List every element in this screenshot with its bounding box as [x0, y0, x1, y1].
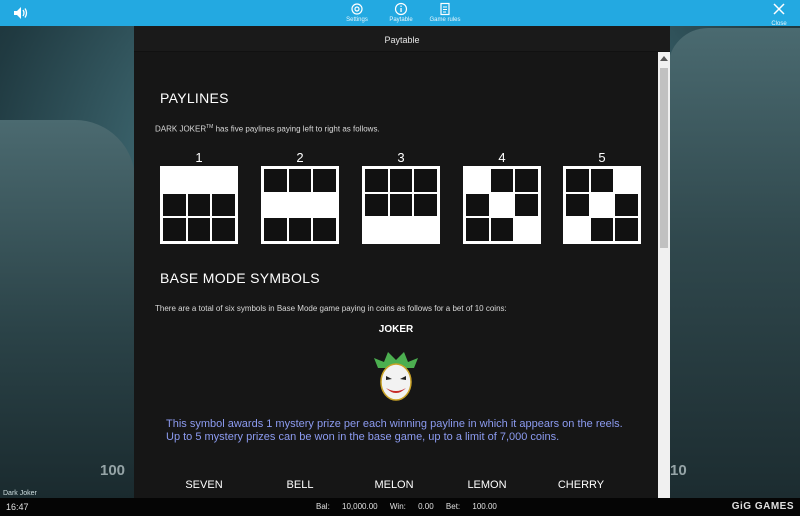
symbol-label-seven: SEVEN [185, 479, 223, 491]
payline-cell [162, 193, 187, 218]
payline-cell [614, 217, 639, 242]
reel-number-right: 10 [670, 462, 687, 479]
payline-cell [364, 193, 389, 218]
payline-cell-active [590, 193, 615, 218]
paylines-intro-text: has five paylines paying left to right as follows. [213, 124, 380, 134]
payline-cell [413, 168, 438, 193]
payline-cell [514, 193, 539, 218]
payline-cell [187, 217, 212, 242]
bet-label: Bet: [445, 502, 461, 511]
payline-cell [413, 193, 438, 218]
scrollbar[interactable] [658, 52, 670, 498]
payline-cell [263, 217, 288, 242]
payline-cell [211, 217, 236, 242]
symbol-label-bell: BELL [286, 479, 314, 491]
trademark-text: TM [206, 124, 214, 130]
joker-icon [370, 350, 422, 406]
joker-description: This symbol awards 1 mystery prize per each winning payline in which it appears on the reels. Up to 5 mystery prizes can be won in the base game, up to a limit of 7,000 coins. [166, 418, 623, 443]
symbol-label-lemon: LEMON [467, 479, 507, 491]
payline-cell-active [312, 193, 337, 218]
balance-stats [316, 502, 507, 511]
bottom-bar [0, 498, 800, 516]
game-rules-button[interactable] [425, 2, 465, 26]
payline-number: 2 [296, 150, 304, 165]
payline-number: 5 [598, 150, 606, 165]
payline-cell [364, 168, 389, 193]
payline-cell-active [565, 217, 590, 242]
payline-cell [263, 168, 288, 193]
payline-cell [565, 193, 590, 218]
payline-cell [490, 217, 515, 242]
background-figure-right [668, 28, 800, 498]
payline-1 [160, 150, 238, 244]
payline-cell [565, 168, 590, 193]
payline-cell [389, 168, 414, 193]
background-figure-left [0, 120, 135, 500]
close-button[interactable] [766, 2, 792, 27]
payline-cell [514, 168, 539, 193]
payline-grid [160, 166, 238, 244]
payline-cell [187, 193, 212, 218]
paytable-button[interactable] [381, 2, 421, 26]
payline-cell [614, 193, 639, 218]
payline-cell [389, 193, 414, 218]
symbol-label-melon: MELON [374, 479, 414, 491]
close-icon [772, 2, 786, 16]
payline-number: 4 [498, 150, 506, 165]
payline-cell [312, 217, 337, 242]
payline-cell-active [413, 217, 438, 242]
paytable-label: Paytable [389, 17, 413, 23]
info-icon [394, 2, 408, 16]
paytable-panel [134, 26, 670, 498]
win-value: 0.00 [418, 502, 434, 511]
payline-grid [261, 166, 339, 244]
payline-cell [288, 217, 313, 242]
base-symbols-heading: BASE MODE SYMBOLS [160, 270, 320, 286]
rules-icon [438, 2, 452, 16]
paylines-intro [155, 124, 380, 134]
payline-cell [590, 168, 615, 193]
win-label: Win: [389, 502, 406, 511]
payline-cell [162, 217, 187, 242]
settings-button[interactable] [337, 2, 377, 26]
top-bar [0, 0, 800, 26]
payline-cell-active [465, 168, 490, 193]
payline-4 [463, 150, 541, 244]
payline-cell [490, 168, 515, 193]
paylines-heading: PAYLINES [160, 90, 229, 106]
payline-cell-active [263, 193, 288, 218]
payline-cell [312, 168, 337, 193]
panel-title: Paytable [134, 26, 670, 52]
payline-cell [211, 193, 236, 218]
reel-number-left: 100 [100, 462, 126, 479]
game-title-text: DARK JOKER [155, 124, 207, 134]
payline-cell-active [288, 193, 313, 218]
payline-grid [362, 166, 440, 244]
payline-cell-active [389, 217, 414, 242]
payline-cell-active [514, 217, 539, 242]
payline-cell-active [614, 168, 639, 193]
clock: 16:47 [6, 502, 29, 512]
payline-cell-active [490, 193, 515, 218]
close-label: Close [771, 21, 787, 27]
payline-number: 1 [195, 150, 203, 165]
payline-cell [465, 217, 490, 242]
payline-2 [261, 150, 339, 244]
payline-5 [563, 150, 641, 244]
game-rules-label: Game rules [429, 17, 461, 23]
payline-3 [362, 150, 440, 244]
balance-label: Bal: [316, 502, 330, 511]
game-name-label: Dark Joker [3, 490, 37, 497]
balance-value: 10,000.00 [342, 502, 378, 511]
payline-cell [465, 193, 490, 218]
bet-value: 100.00 [472, 502, 497, 511]
payline-grid [563, 166, 641, 244]
sound-icon[interactable] [12, 4, 30, 22]
symbol-label-cherry: CHERRY [557, 479, 605, 491]
scrollbar-thumb[interactable] [660, 68, 668, 248]
payline-cell-active [211, 168, 236, 193]
scroll-up-icon[interactable] [660, 56, 668, 61]
payline-cell [288, 168, 313, 193]
paytable-content[interactable] [134, 52, 658, 498]
payline-cell-active [364, 217, 389, 242]
brand-logo: GiG GAMES [731, 501, 794, 512]
paylines-diagram [160, 150, 640, 242]
base-symbols-intro: There are a total of six symbols in Base Mode game paying in coins as follows for a bet of 10 coins: [155, 304, 507, 313]
payline-number: 3 [397, 150, 405, 165]
payline-cell [590, 217, 615, 242]
settings-icon [350, 2, 364, 16]
payline-cell-active [162, 168, 187, 193]
payline-grid [463, 166, 541, 244]
payline-cell-active [187, 168, 212, 193]
joker-title: JOKER [378, 324, 414, 335]
settings-label: Settings [346, 17, 368, 23]
